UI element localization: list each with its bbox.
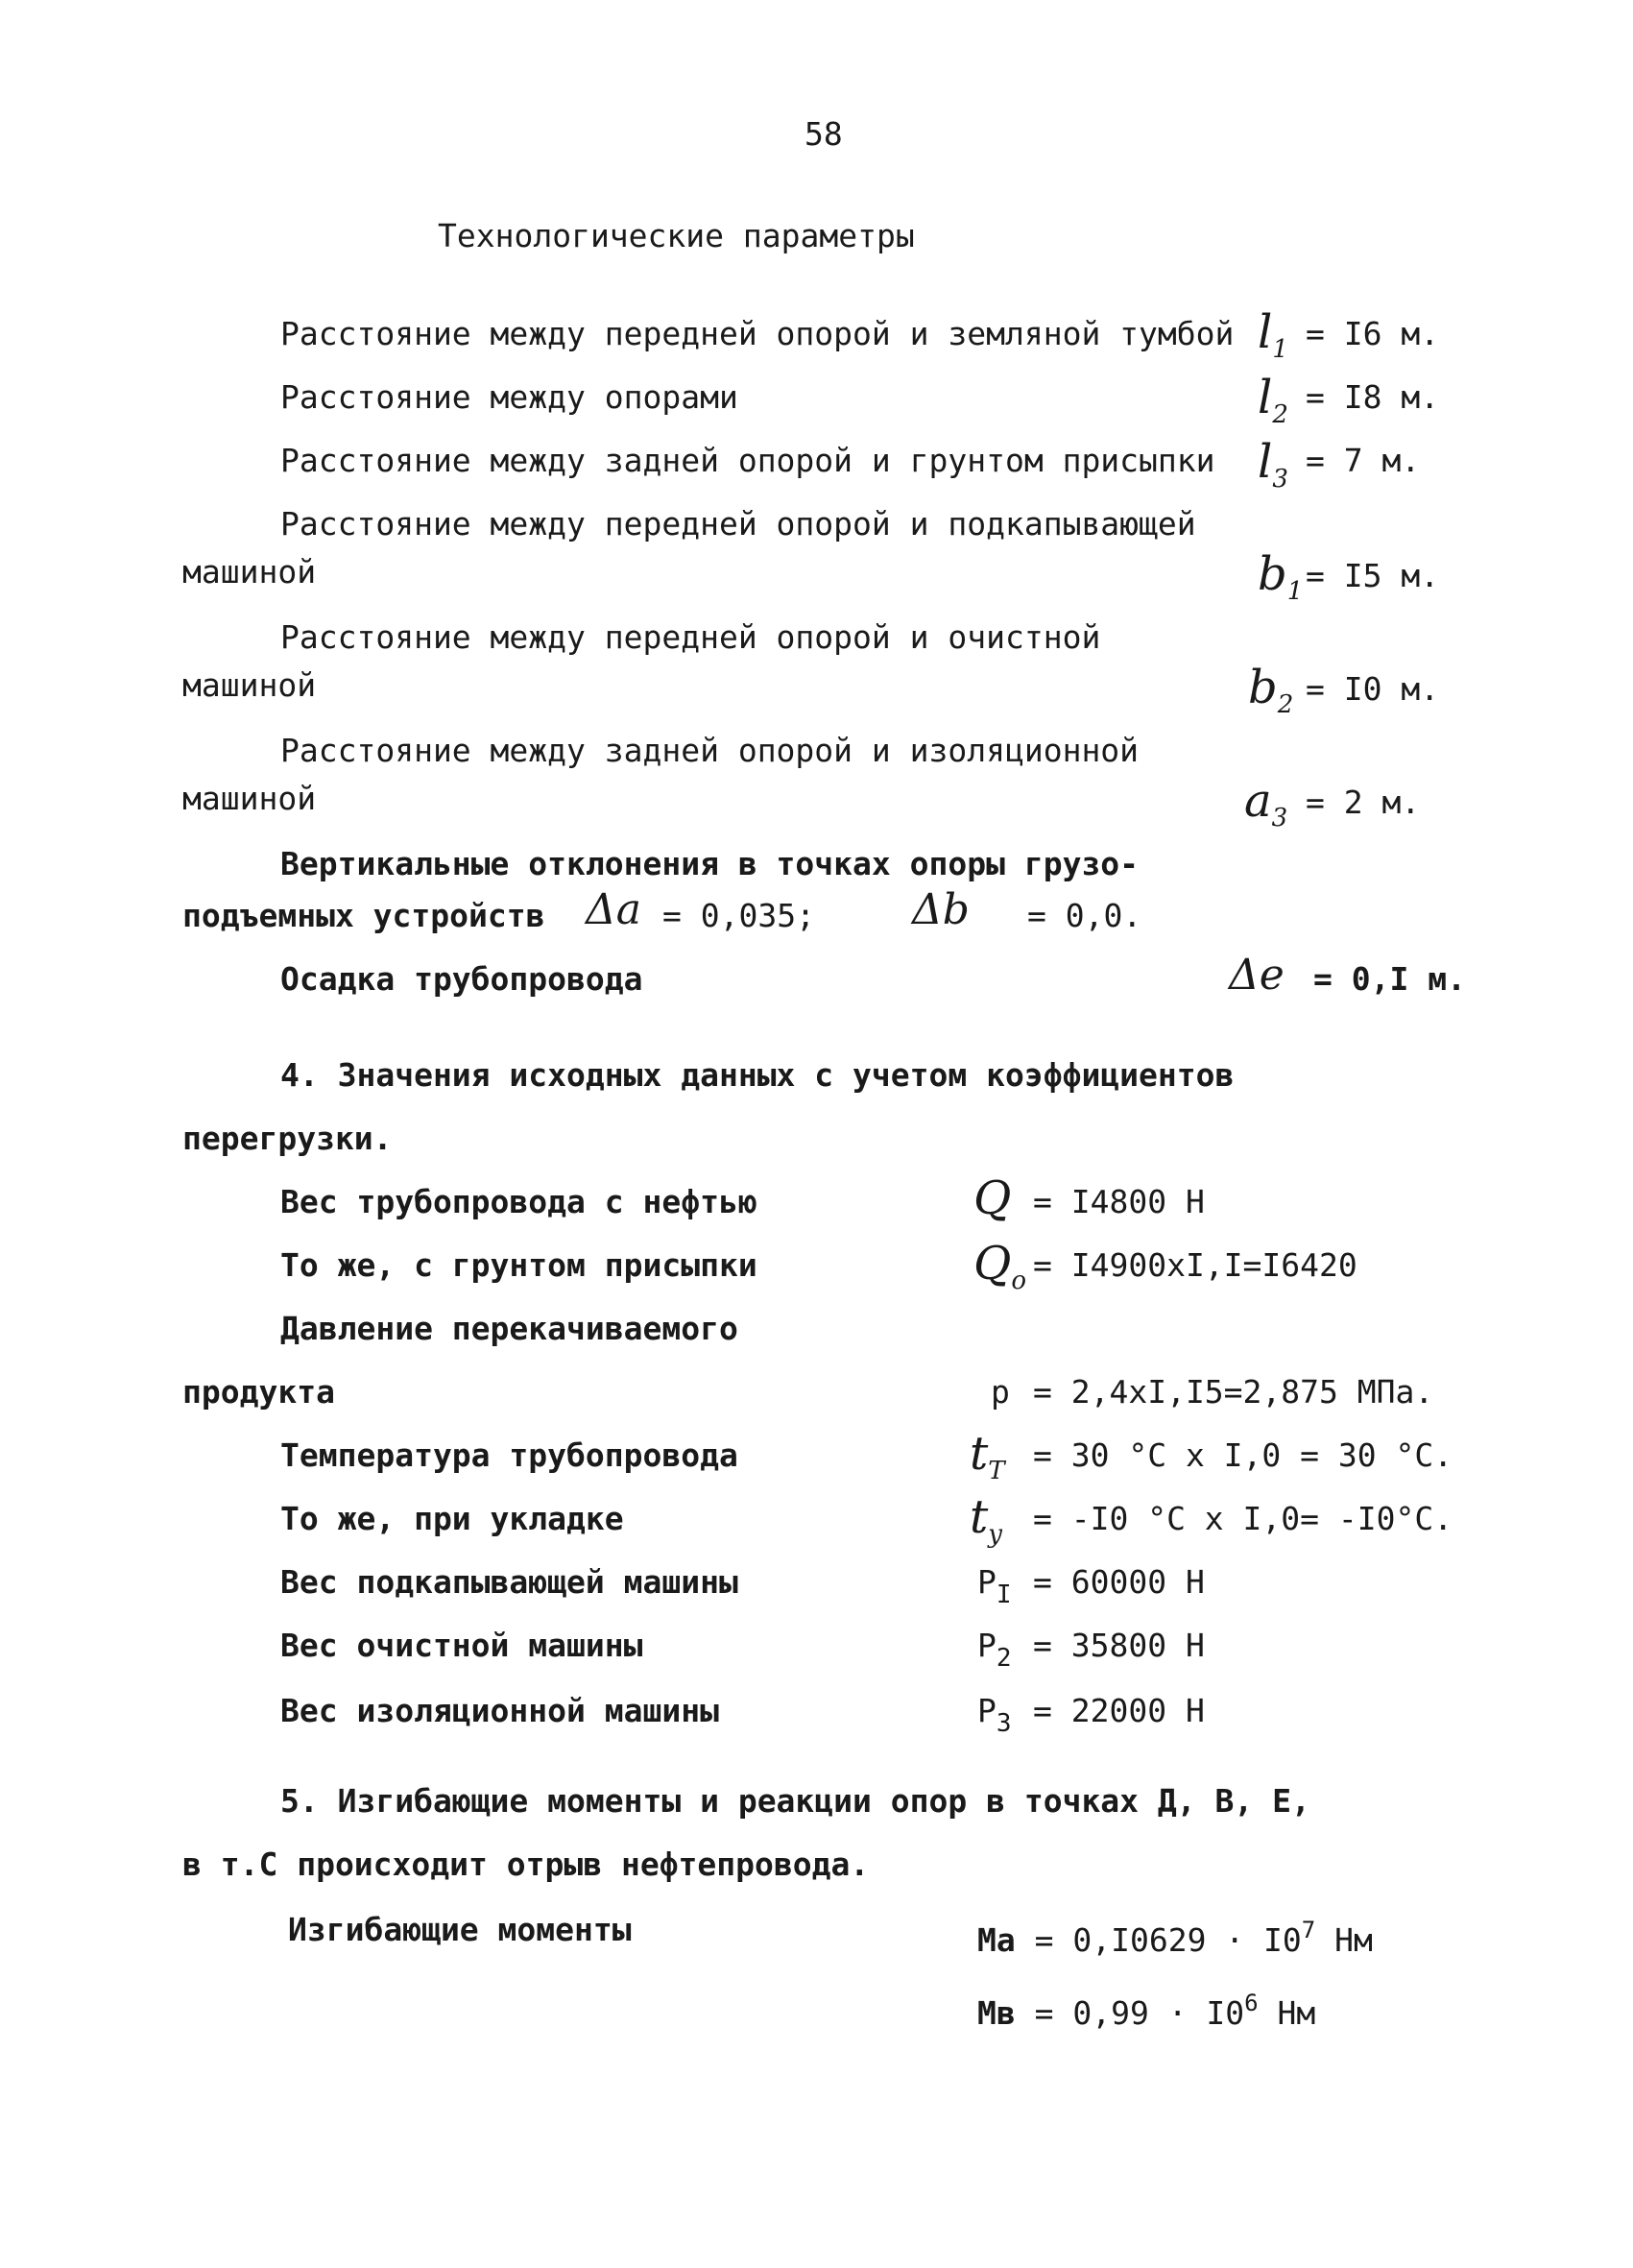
moment-b: Мв = $0,99 \cdot I0^6$ Нм <box>977 1990 1316 2032</box>
distance-b2-symbol: $b_2$ <box>1248 661 1294 719</box>
settlement-symbol: Δe <box>1229 951 1285 1000</box>
settlement-value: = 0,I м. <box>1313 960 1466 998</box>
distance-l3-text: Расстояние между задней опорой и грунтом присыпки <box>280 442 1215 479</box>
distance-b2-line1: Расстояние между передней опорой и очистной <box>280 618 1101 656</box>
deviation-a-value: = 0,035; <box>662 897 815 934</box>
distance-l1-symbol: $l_1$ <box>1258 305 1288 364</box>
param-weight-cleaner-value: = 35800 Н <box>1033 1627 1205 1664</box>
param-weight-excavator-text: Вес подкапывающей машины <box>280 1563 738 1601</box>
param-temp-lay-symbol: $t_y$ <box>970 1490 1002 1549</box>
section5-line2: в т.С происходит отрыв нефтепровода. <box>182 1846 870 1883</box>
settlement-text: Осадка трубопровода <box>280 960 643 998</box>
distance-b1-value: = I5 м. <box>1306 557 1440 594</box>
param-pressure-symbol: p <box>991 1373 1010 1411</box>
distance-b1-line2: машиной <box>182 553 317 591</box>
param-temp-lay-text: То же, при укладке <box>280 1500 624 1537</box>
distance-l2-text: Расстояние между опорами <box>280 378 738 416</box>
deviation-b-symbol: Δb <box>912 885 970 934</box>
param-weight-soil-value: = I4900xI,I=I6420 <box>1033 1246 1357 1284</box>
param-temp-lay-value: = -I0 °C x I,0= -I0°C. <box>1033 1500 1453 1537</box>
param-pressure-value: = 2,4xI,I5=2,875 МПа. <box>1033 1373 1434 1411</box>
param-pressure-text: Давление перекачиваемого <box>280 1310 738 1347</box>
param-weight-oil-text: Вес трубопровода с нефтью <box>280 1183 757 1220</box>
distance-b2-line2: машиной <box>182 666 317 704</box>
param-weight-excavator-value: = 60000 Н <box>1033 1563 1205 1601</box>
param-weight-oil-value: = I4800 Н <box>1033 1183 1205 1220</box>
distance-l1-text: Расстояние между передней опорой и земляной тумбой <box>280 315 1235 352</box>
distance-l2-symbol: $l_2$ <box>1258 371 1288 429</box>
deviation-a-symbol: Δa <box>586 885 642 934</box>
param-weight-insulator-symbol: $P_3$ <box>977 1692 1012 1738</box>
vertical-deviation-line1: Вертикальные отклонения в точках опоры грузо- <box>280 845 1140 882</box>
distance-l2-value: = I8 м. <box>1306 378 1440 416</box>
distance-b2-value: = I0 м. <box>1306 670 1440 708</box>
param-temp-pipe-symbol: $t_T$ <box>970 1427 1005 1485</box>
param-temp-pipe-text: Температура трубопровода <box>280 1436 738 1474</box>
param-weight-cleaner-text: Вес очистной машины <box>280 1627 643 1664</box>
moments-label: Изгибающие моменты <box>288 1911 632 1948</box>
param-temp-pipe-value: = 30 °C x I,0 = 30 °C. <box>1033 1436 1453 1474</box>
param-weight-soil-symbol: $Q_o$ <box>973 1237 1027 1295</box>
moment-a: $Ma = 0,I0629 \cdot I0^7$ Нм <box>977 1917 1373 1959</box>
distance-b1-line1: Расстояние между передней опорой и подкапывающей <box>280 505 1196 543</box>
distance-l3-symbol: $l_3$ <box>1258 435 1288 494</box>
distance-l1-value: = I6 м. <box>1306 315 1440 352</box>
param-weight-insulator-text: Вес изоляционной машины <box>280 1692 719 1729</box>
param-pressure-text2: продукта <box>182 1373 335 1411</box>
param-weight-soil-text: То же, с грунтом присыпки <box>280 1246 757 1284</box>
deviation-b-value: = 0,0. <box>1027 897 1142 934</box>
distance-l3-value: = 7 м. <box>1306 442 1421 479</box>
section5-line1: 5. Изгибающие моменты и реакции опор в точках Д, В, Е, <box>280 1782 1310 1820</box>
vertical-deviation-line2: подъемных устройств <box>182 897 545 934</box>
param-weight-insulator-value: = 22000 Н <box>1033 1692 1205 1729</box>
section4-line2: перегрузки. <box>182 1120 393 1157</box>
distance-b1-symbol: $b_1$ <box>1258 547 1304 606</box>
distance-a3-line1: Расстояние между задней опорой и изоляционной <box>280 732 1140 769</box>
distance-a3-line2: машиной <box>182 780 317 817</box>
distance-a3-symbol: $a_3$ <box>1244 774 1288 832</box>
param-weight-cleaner-symbol: $P_2$ <box>977 1627 1012 1673</box>
section4-line1: 4. Значения исходных данных с учетом коэффициентов <box>280 1056 1235 1094</box>
distance-a3-value: = 2 м. <box>1306 784 1421 821</box>
section-title: Технологические параметры <box>438 217 915 254</box>
param-weight-oil-symbol: Q <box>973 1171 1012 1225</box>
page-number: 58 <box>804 115 843 153</box>
param-weight-excavator-symbol: $P_I$ <box>977 1563 1012 1609</box>
